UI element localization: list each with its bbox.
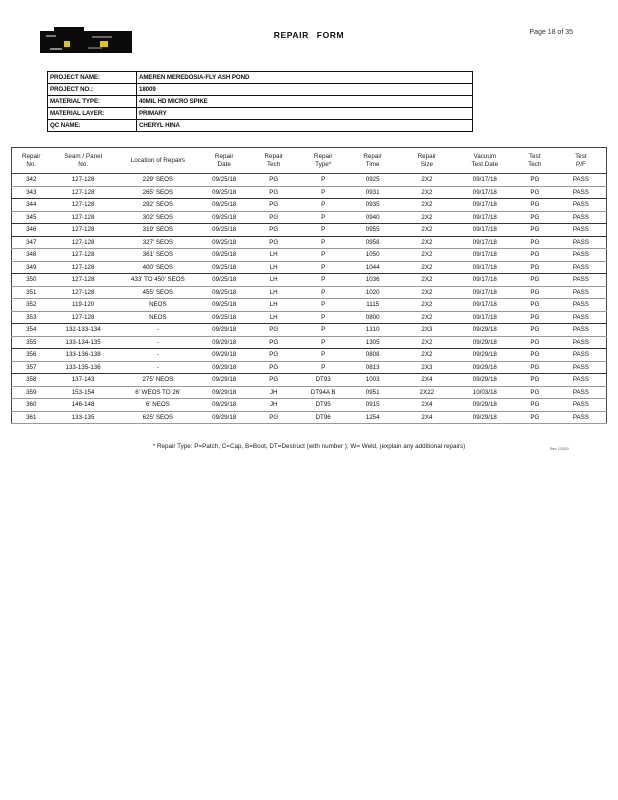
table-cell: 353 (12, 311, 51, 324)
table-cell: LH (248, 274, 299, 287)
table-cell: 09/17/18 (456, 286, 514, 299)
table-cell: 09/29/18 (456, 361, 514, 374)
table-cell: 09/25/18 (200, 186, 248, 199)
table-cell: PASS (556, 399, 607, 412)
column-header (12, 148, 51, 174)
table-cell: PASS (556, 299, 607, 312)
table-cell: 133-134-135 (50, 336, 115, 349)
table-cell: 09/29/18 (200, 336, 248, 349)
table-cell: PG (514, 286, 556, 299)
table-cell: 2X4 (398, 374, 456, 387)
table-cell: 09/17/18 (456, 236, 514, 249)
table-cell: 1254 (347, 411, 398, 424)
table-cell: 327' SEOS (116, 236, 200, 249)
table-cell: 1044 (347, 261, 398, 274)
table-cell: PG (248, 324, 299, 337)
table-cell: PG (248, 199, 299, 212)
table-cell: 2X4 (398, 399, 456, 412)
table-cell: P (299, 324, 347, 337)
table-cell: 2X2 (398, 236, 456, 249)
table-cell: 292' SEOS (116, 199, 200, 212)
table-cell: DT93 (299, 374, 347, 387)
table-cell: 132-133-134 (50, 324, 115, 337)
table-cell: DT95 (299, 399, 347, 412)
table-row (12, 349, 607, 362)
table-cell: 09/25/18 (200, 286, 248, 299)
table-cell: PASS (556, 349, 607, 362)
table-cell: 2X2 (398, 261, 456, 274)
table-cell: - (116, 349, 200, 362)
table-cell: P (299, 174, 347, 187)
table-cell: 09/29/18 (456, 349, 514, 362)
table-cell: P (299, 211, 347, 224)
project-info-value: 40MIL HD MICRO SPIKE (137, 96, 473, 108)
column-header-line: Location of Repairs (130, 156, 185, 164)
project-info-label: PROJECT NO.: (48, 84, 137, 96)
column-header-line: Test Date (471, 160, 499, 168)
column-header (50, 148, 115, 174)
table-cell: 2X3 (398, 324, 456, 337)
table-cell: PG (514, 311, 556, 324)
table-cell: PG (514, 399, 556, 412)
table-cell: PASS (556, 336, 607, 349)
column-header-line: Test (529, 152, 541, 160)
table-cell: P (299, 349, 347, 362)
table-cell: 0915 (347, 399, 398, 412)
table-cell: P (299, 286, 347, 299)
table-cell: 2X3 (398, 361, 456, 374)
table-cell: 361' SEOS (116, 249, 200, 262)
table-cell: PG (248, 361, 299, 374)
table-cell: 09/17/18 (456, 311, 514, 324)
table-row (12, 311, 607, 324)
table-row (12, 186, 607, 199)
table-cell: 127-128 (50, 224, 115, 237)
table-cell: 2X2 (398, 349, 456, 362)
table-cell: 1305 (347, 336, 398, 349)
table-cell: P (299, 186, 347, 199)
table-cell: 127-128 (50, 311, 115, 324)
table-cell: JH (248, 386, 299, 399)
project-info-value: PRIMARY (137, 108, 473, 120)
table-cell: 356 (12, 349, 51, 362)
table-cell: 146-148 (50, 399, 115, 412)
table-cell: PASS (556, 236, 607, 249)
table-cell: P (299, 311, 347, 324)
table-cell: PASS (556, 199, 607, 212)
table-cell: PG (248, 411, 299, 424)
table-cell: LH (248, 249, 299, 262)
table-cell: 127-128 (50, 186, 115, 199)
table-cell: 119-120 (50, 299, 115, 312)
table-cell: PG (514, 211, 556, 224)
table-cell: 09/17/18 (456, 174, 514, 187)
table-cell: P (299, 274, 347, 287)
table-cell: PG (248, 174, 299, 187)
table-cell: PASS (556, 211, 607, 224)
table-cell: PASS (556, 286, 607, 299)
table-cell: 127-128 (50, 199, 115, 212)
table-cell: P (299, 249, 347, 262)
column-header (514, 148, 556, 174)
project-info-row (48, 108, 473, 120)
table-cell: 6' WEOS TO 26' (116, 386, 200, 399)
table-cell: 127-128 (50, 249, 115, 262)
table-cell: 355 (12, 336, 51, 349)
project-info-row (48, 96, 473, 108)
table-cell: 345 (12, 211, 51, 224)
table-cell: DT94A B (299, 386, 347, 399)
column-header-line: Type* (315, 160, 332, 168)
column-header (456, 148, 514, 174)
table-cell: 1020 (347, 286, 398, 299)
column-header-line: Seam / Panel (64, 152, 102, 160)
table-cell: 09/17/18 (456, 211, 514, 224)
column-header-line: No. (26, 160, 37, 168)
table-cell: PG (514, 411, 556, 424)
table-row (12, 336, 607, 349)
table-cell: 1050 (347, 249, 398, 262)
column-header (116, 148, 200, 174)
table-cell: LH (248, 286, 299, 299)
table-cell: PG (514, 186, 556, 199)
table-cell: 09/25/18 (200, 249, 248, 262)
table-cell: P (299, 236, 347, 249)
table-cell: 2X2 (398, 249, 456, 262)
table-row (12, 261, 607, 274)
table-row (12, 286, 607, 299)
table-cell: P (299, 299, 347, 312)
table-cell: 09/29/18 (456, 399, 514, 412)
table-cell: 153-154 (50, 386, 115, 399)
table-cell: 2X2 (398, 274, 456, 287)
table-cell: 09/17/18 (456, 249, 514, 262)
column-header-line: Repair (313, 152, 333, 160)
table-cell: PG (514, 349, 556, 362)
table-cell: 349 (12, 261, 51, 274)
table-cell: 455' SEOS (116, 286, 200, 299)
table-row (12, 324, 607, 337)
table-cell: 2X2 (398, 211, 456, 224)
project-info-value: CHERYL HINA (137, 120, 473, 132)
table-row (12, 411, 607, 424)
table-cell: PASS (556, 386, 607, 399)
table-cell: LH (248, 299, 299, 312)
table-cell: 229' SEOS (116, 174, 200, 187)
table-cell: PG (514, 336, 556, 349)
table-cell: 352 (12, 299, 51, 312)
table-cell: PG (514, 274, 556, 287)
table-cell: PASS (556, 274, 607, 287)
column-header-line: No. (78, 160, 88, 168)
table-cell: 09/25/18 (200, 199, 248, 212)
table-cell: 359 (12, 386, 51, 399)
table-cell: PASS (556, 249, 607, 262)
table-cell: 09/25/18 (200, 311, 248, 324)
table-cell: 2X2 (398, 186, 456, 199)
table-cell: LH (248, 311, 299, 324)
column-header (556, 148, 607, 174)
table-cell: 1036 (347, 274, 398, 287)
table-cell: JH (248, 399, 299, 412)
table-cell: 09/17/18 (456, 274, 514, 287)
table-cell: 433' TO 450' SEOS (116, 274, 200, 287)
table-cell: PASS (556, 224, 607, 237)
table-cell: 10/03/18 (456, 386, 514, 399)
project-info-table (47, 71, 473, 132)
table-cell: 0808 (347, 349, 398, 362)
project-info-value: AMEREN MEREDOSIA-FLY ASH POND (137, 72, 473, 84)
column-header-line: Repair (214, 152, 234, 160)
revision-label: Rev. 1/2020 (550, 447, 569, 451)
table-cell: PASS (556, 324, 607, 337)
table-cell: PG (514, 324, 556, 337)
table-row (12, 299, 607, 312)
table-cell: 0813 (347, 361, 398, 374)
table-cell: 137-143 (50, 374, 115, 387)
table-cell: 2X4 (398, 411, 456, 424)
table-cell: 09/29/18 (200, 361, 248, 374)
table-cell: PG (514, 174, 556, 187)
table-cell: NEOS (116, 299, 200, 312)
table-cell: - (116, 324, 200, 337)
table-cell: 357 (12, 361, 51, 374)
table-cell: 347 (12, 236, 51, 249)
table-cell: PASS (556, 311, 607, 324)
project-info-label: QC NAME: (48, 120, 137, 132)
table-cell: 09/25/18 (200, 224, 248, 237)
table-cell: PG (514, 261, 556, 274)
table-cell: 09/25/18 (200, 174, 248, 187)
table-cell: 133-136-138 (50, 349, 115, 362)
column-header (299, 148, 347, 174)
table-cell: 1115 (347, 299, 398, 312)
table-cell: 361 (12, 411, 51, 424)
table-cell: 127-128 (50, 211, 115, 224)
column-header (347, 148, 398, 174)
table-cell: P (299, 336, 347, 349)
table-row (12, 211, 607, 224)
table-cell: 348 (12, 249, 51, 262)
table-cell: 09/25/18 (200, 261, 248, 274)
table-cell: 0955 (347, 224, 398, 237)
column-header-line: Size (420, 160, 434, 168)
table-cell: 2X2 (398, 199, 456, 212)
table-cell: 09/29/18 (200, 349, 248, 362)
column-header-line: Time (365, 160, 380, 168)
table-cell: NEOS (116, 311, 200, 324)
table-cell: 09/17/18 (456, 299, 514, 312)
table-row (12, 249, 607, 262)
table-cell: 09/29/18 (200, 374, 248, 387)
table-cell: 09/17/18 (456, 224, 514, 237)
table-cell: 09/17/18 (456, 199, 514, 212)
table-cell: P (299, 199, 347, 212)
table-cell: 0931 (347, 186, 398, 199)
column-header-line: Tech (267, 160, 281, 168)
table-cell: PG (248, 186, 299, 199)
table-cell: PG (514, 299, 556, 312)
table-cell: 09/17/18 (456, 186, 514, 199)
table-cell: 0940 (347, 211, 398, 224)
table-cell: 360 (12, 399, 51, 412)
table-cell: 354 (12, 324, 51, 337)
table-cell: - (116, 361, 200, 374)
table-cell: 0800 (347, 311, 398, 324)
table-row (12, 236, 607, 249)
table-cell: 350 (12, 274, 51, 287)
project-info-value: 18009 (137, 84, 473, 96)
table-cell: PG (514, 361, 556, 374)
table-cell: 2X2 (398, 336, 456, 349)
table-cell: 0958 (347, 236, 398, 249)
table-cell: PG (248, 236, 299, 249)
table-cell: PASS (556, 186, 607, 199)
table-header-row (12, 148, 607, 174)
table-cell: 2X2 (398, 174, 456, 187)
table-cell: 2X2 (398, 311, 456, 324)
table-cell: PASS (556, 261, 607, 274)
column-header-line: Repair (417, 152, 437, 160)
table-row (12, 361, 607, 374)
table-cell: 319' SEOS (116, 224, 200, 237)
project-info-row (48, 72, 473, 84)
table-cell: 09/29/18 (456, 374, 514, 387)
table-cell: PASS (556, 411, 607, 424)
table-cell: 2X2 (398, 224, 456, 237)
project-info-row (48, 120, 473, 132)
table-cell: 343 (12, 186, 51, 199)
table-cell: 09/29/18 (456, 411, 514, 424)
column-header (200, 148, 248, 174)
table-cell: 09/29/18 (200, 324, 248, 337)
column-header-line: Repair (264, 152, 283, 160)
column-header-line: Tech (528, 160, 542, 168)
table-cell: 0951 (347, 386, 398, 399)
table-row (12, 374, 607, 387)
table-cell: PG (514, 386, 556, 399)
table-cell: PG (514, 374, 556, 387)
table-cell: PG (248, 224, 299, 237)
project-info-row (48, 84, 473, 96)
table-cell: 2X22 (398, 386, 456, 399)
table-cell: 09/29/18 (456, 336, 514, 349)
table-cell: 400' SEOS (116, 261, 200, 274)
table-cell: 133-135-136 (50, 361, 115, 374)
table-cell: 09/25/18 (200, 236, 248, 249)
table-cell: P (299, 224, 347, 237)
column-header-line: P/F (576, 160, 586, 168)
table-cell: PASS (556, 174, 607, 187)
table-cell: 127-128 (50, 174, 115, 187)
column-header-line: Vacuum (473, 152, 497, 160)
table-cell: PG (248, 336, 299, 349)
table-cell: 09/25/18 (200, 274, 248, 287)
table-cell: 346 (12, 224, 51, 237)
table-cell: 358 (12, 374, 51, 387)
table-cell: PASS (556, 361, 607, 374)
table-cell: PASS (556, 374, 607, 387)
project-info-label: PROJECT NAME: (48, 72, 137, 84)
project-info-label: MATERIAL TYPE: (48, 96, 137, 108)
table-cell: 09/25/18 (200, 299, 248, 312)
column-header (398, 148, 456, 174)
table-cell: PG (248, 349, 299, 362)
table-cell: 2X2 (398, 299, 456, 312)
table-cell: 0925 (347, 174, 398, 187)
table-row (12, 224, 607, 237)
table-cell: 265' SEOS (116, 186, 200, 199)
repair-type-footnote: * Repair Type: P=Patch, C=Cap, B=Boot, DT=Destruct (with number ); W= Weld, (explain any additional repairs) (152, 443, 466, 450)
table-cell: 09/25/18 (200, 211, 248, 224)
table-cell: DT96 (299, 411, 347, 424)
table-cell: 351 (12, 286, 51, 299)
table-cell: 09/29/18 (200, 411, 248, 424)
table-cell: 127-128 (50, 236, 115, 249)
table-cell: 09/29/18 (200, 386, 248, 399)
column-header-line: Date (217, 160, 231, 168)
table-cell: 1310 (347, 324, 398, 337)
table-cell: 127-128 (50, 286, 115, 299)
column-header (248, 148, 299, 174)
table-cell: 1003 (347, 374, 398, 387)
form-title: REPAIR FORM (273, 30, 345, 40)
table-cell: PG (514, 199, 556, 212)
table-cell: 342 (12, 174, 51, 187)
table-cell: 09/29/18 (200, 399, 248, 412)
table-cell: 302' SEOS (116, 211, 200, 224)
table-cell: PG (514, 236, 556, 249)
table-cell: - (116, 336, 200, 349)
repair-table (11, 147, 607, 424)
table-cell: 625' SEOS (116, 411, 200, 424)
table-cell: 2X2 (398, 286, 456, 299)
table-cell: P (299, 261, 347, 274)
table-cell: PG (514, 224, 556, 237)
table-cell: 127-128 (50, 274, 115, 287)
table-cell: PG (514, 249, 556, 262)
table-row (12, 199, 607, 212)
table-cell: 275' NEOS (116, 374, 200, 387)
table-cell: 09/17/18 (456, 261, 514, 274)
table-cell: 09/29/18 (456, 324, 514, 337)
column-header-line: Test (575, 152, 587, 160)
table-cell: PG (248, 211, 299, 224)
column-header-line: Repair (363, 152, 382, 160)
page-number: Page 18 of 35 (529, 29, 573, 36)
table-row (12, 399, 607, 412)
column-header-line: Repair (21, 152, 41, 160)
table-cell: PG (248, 374, 299, 387)
project-info-label: MATERIAL LAYER: (48, 108, 137, 120)
table-cell: LH (248, 261, 299, 274)
table-row (12, 174, 607, 187)
table-cell: P (299, 361, 347, 374)
table-cell: 0935 (347, 199, 398, 212)
table-row (12, 386, 607, 399)
table-cell: 344 (12, 199, 51, 212)
table-cell: 127-128 (50, 261, 115, 274)
table-cell: 133-135 (50, 411, 115, 424)
table-row (12, 274, 607, 287)
table-cell: 6' NEOS (116, 399, 200, 412)
